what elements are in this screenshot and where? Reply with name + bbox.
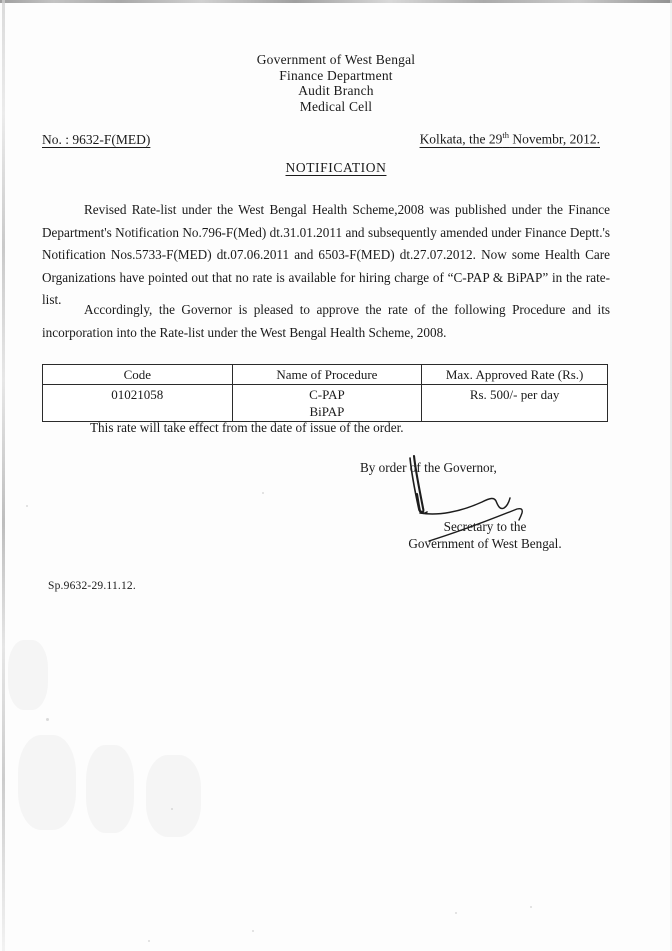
cell-procedure-line-2: BiPAP (309, 404, 345, 419)
notification-number: No. : 9632-F(MED) (42, 131, 151, 147)
by-order-line: By order of the Governor, (360, 460, 497, 475)
scan-speckle (148, 940, 150, 942)
scan-edge-top (0, 0, 672, 3)
scan-edge-left (2, 0, 5, 951)
letterhead-line-department: Finance Department (279, 67, 393, 83)
column-header-code: Code (43, 365, 233, 385)
scan-smudge (86, 745, 134, 833)
signature-block (360, 459, 610, 552)
body-paragraph-2: Accordingly, the Governor is pleased to approve the rate of the following Procedure and its incorporation into the Rate-list under the West Bengal Health Scheme, 2008. (42, 302, 610, 340)
scan-speckle (455, 912, 457, 914)
page-title (0, 160, 672, 176)
scan-speckle (46, 718, 49, 721)
body-paragraph-1: Revised Rate-list under the West Bengal Health Scheme,2008 was published under the Finance Department's Notification No.796-F(Med) dt.31.01.2011 and subsequently amended under Finance Deptt.'s Notification Nos.5733-F(MED) dt.07.06.2011 and 6503-F(MED) dt.27.07.2012. Now some Health Care Organizations have pointed out that no rate is available for hiring charge of “C-PAP & BiPAP” in the rate-list. (42, 202, 610, 308)
letterhead-line-government: Government of West Bengal (256, 52, 416, 67)
reference-row (42, 130, 610, 148)
scan-smudge (146, 755, 201, 837)
cell-code (43, 385, 233, 422)
signatory-designation-line-2: Government of West Bengal. (408, 536, 562, 551)
letterhead-line-branch: Audit Branch (298, 83, 374, 98)
scan-speckle (530, 906, 532, 908)
page-title-text: NOTIFICATION (285, 160, 387, 175)
scan-speckle (26, 505, 28, 507)
signatory-designation-line-1: Secretary to the (443, 519, 527, 534)
place-date-suffix: Novembr, 2012. (509, 131, 600, 147)
file-reference: Sp.9632-29.11.12. (48, 580, 136, 592)
place-date-prefix: Kolkata, the 29 (419, 131, 503, 147)
scan-smudge (18, 735, 76, 830)
cell-code-value: 01021058 (111, 387, 164, 402)
scan-speckle (171, 808, 173, 810)
cell-procedure (232, 385, 422, 422)
letterhead-line-cell: Medical Cell (299, 98, 373, 114)
scan-speckle (262, 492, 264, 494)
letterhead (0, 52, 672, 114)
place-and-date (420, 130, 600, 148)
table-header-row (43, 365, 608, 385)
column-header-procedure: Name of Procedure (232, 365, 422, 385)
table-row (43, 385, 608, 422)
scan-smudge (8, 640, 48, 710)
cell-procedure-line-1: C-PAP (309, 387, 345, 402)
scan-speckle (252, 930, 254, 932)
date-ordinal-suffix: th (502, 130, 510, 140)
cell-rate-value: Rs. 500/- per day (469, 387, 560, 402)
closing-note: This rate will take effect from the date of issue of the order. (90, 420, 404, 435)
rate-table (42, 364, 608, 422)
signatory-designation (360, 518, 610, 552)
cell-rate (422, 385, 608, 422)
column-header-rate: Max. Approved Rate (Rs.) (422, 365, 608, 385)
